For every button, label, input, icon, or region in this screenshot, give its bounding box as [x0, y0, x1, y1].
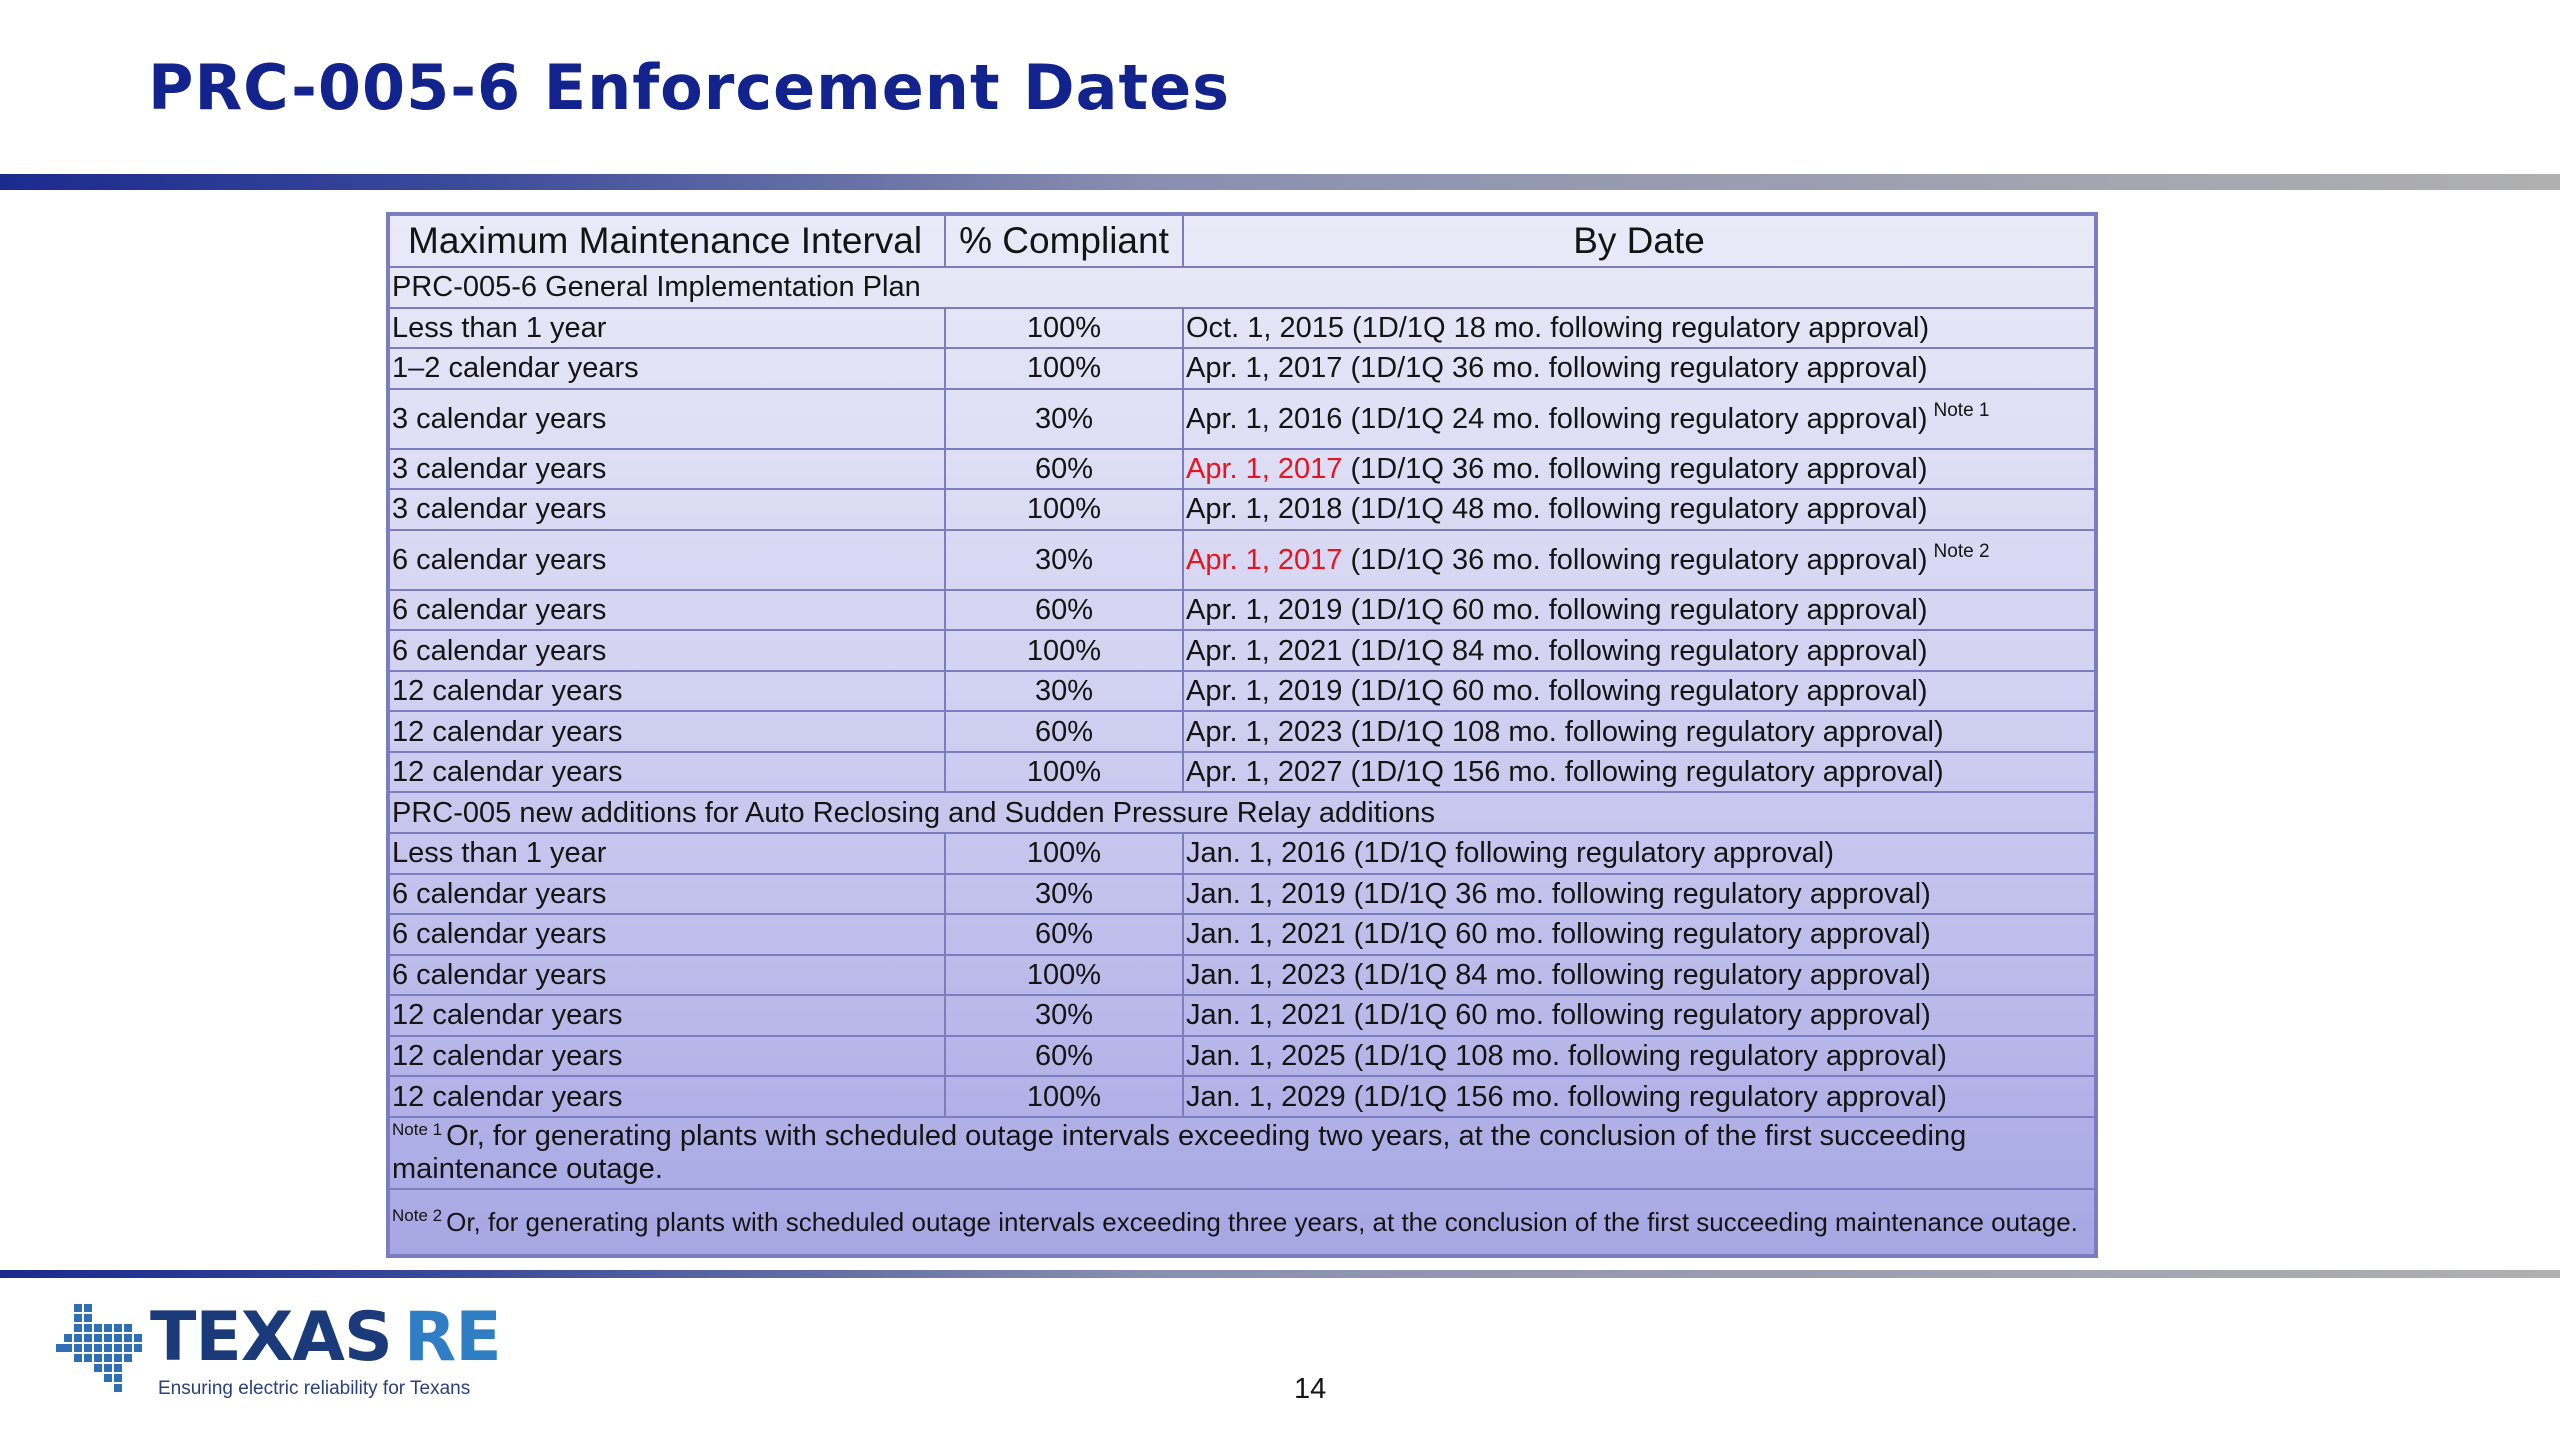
interval-cell: 6 calendar years: [389, 874, 945, 915]
date-cell: [1183, 389, 2095, 449]
date-cell: [1183, 914, 2095, 955]
interval-cell: 6 calendar years: [389, 530, 945, 590]
interval-cell: 6 calendar years: [389, 955, 945, 996]
date-text: Jan. 1, 2029 (1D/1Q 156 mo. following regulatory approval): [1186, 1080, 1947, 1113]
percent-cell: 60%: [945, 711, 1183, 752]
percent-cell: 100%: [945, 308, 1183, 349]
footnote-label: Note 1: [392, 1120, 443, 1139]
percent-cell: 30%: [945, 995, 1183, 1036]
interval-cell: Less than 1 year: [389, 308, 945, 349]
note-reference: Note 2: [1933, 540, 1990, 562]
table-row: [389, 348, 2095, 389]
texas-re-logo: [56, 1298, 516, 1418]
date-text: Jan. 1, 2016 (1D/1Q following regulatory approval): [1186, 837, 1835, 870]
interval-cell: Less than 1 year: [389, 833, 945, 874]
date-text: Apr. 1, 2023 (1D/1Q 108 mo. following regulatory approval): [1186, 715, 1944, 748]
date-cell: [1183, 308, 2095, 349]
interval-cell: 3 calendar years: [389, 389, 945, 449]
date-text: Apr. 1, 2027 (1D/1Q 156 mo. following regulatory approval): [1186, 756, 1944, 789]
footer-divider: [0, 1270, 2560, 1278]
interval-cell: 6 calendar years: [389, 590, 945, 631]
date-cell: [1183, 711, 2095, 752]
table-row: [389, 914, 2095, 955]
date-text: Oct. 1, 2015 (1D/1Q 18 mo. following regulatory approval): [1186, 311, 1930, 344]
interval-cell: 12 calendar years: [389, 1036, 945, 1077]
date-text: (1D/1Q 36 mo. following regulatory approval): [1342, 543, 1928, 576]
texas-map-icon: [56, 1302, 152, 1398]
table-row: [389, 995, 2095, 1036]
table-row: [389, 1076, 2095, 1117]
date-text: Apr. 1, 2018 (1D/1Q 48 mo. following regulatory approval): [1186, 493, 1928, 526]
interval-cell: 12 calendar years: [389, 995, 945, 1036]
date-text: Jan. 1, 2021 (1D/1Q 60 mo. following regulatory approval): [1186, 999, 1931, 1032]
table-row: [389, 874, 2095, 915]
date-text: Apr. 1, 2019 (1D/1Q 60 mo. following regulatory approval): [1186, 675, 1928, 708]
date-cell: [1183, 348, 2095, 389]
table-row: [389, 308, 2095, 349]
table-row: [389, 389, 2095, 449]
interval-cell: 3 calendar years: [389, 449, 945, 490]
date-cell: [1183, 995, 2095, 1036]
enforcement-table-container: [386, 212, 2098, 1258]
date-cell: [1183, 489, 2095, 530]
slide-title: PRC-005-6 Enforcement Dates: [148, 51, 1231, 124]
date-cell: [1183, 1076, 2095, 1117]
page-number: 14: [1294, 1373, 1327, 1405]
interval-cell: 1–2 calendar years: [389, 348, 945, 389]
percent-cell: 60%: [945, 590, 1183, 631]
percent-cell: 100%: [945, 630, 1183, 671]
percent-cell: 30%: [945, 671, 1183, 712]
date-text: Jan. 1, 2019 (1D/1Q 36 mo. following regulatory approval): [1186, 877, 1931, 910]
table-row: [389, 711, 2095, 752]
date-cell: [1183, 630, 2095, 671]
footnote-row: [389, 1117, 2095, 1189]
percent-cell: 100%: [945, 489, 1183, 530]
percent-cell: 60%: [945, 1036, 1183, 1077]
footnote-row: [389, 1189, 2095, 1255]
interval-cell: 12 calendar years: [389, 752, 945, 793]
date-text: Apr. 1, 2019 (1D/1Q 60 mo. following regulatory approval): [1186, 594, 1928, 626]
date-text: Apr. 1, 2021 (1D/1Q 84 mo. following regulatory approval): [1186, 634, 1928, 667]
table-header-row: [389, 215, 2095, 267]
section-row: [389, 792, 2095, 833]
table-row: [389, 590, 2095, 631]
table-row: [389, 752, 2095, 793]
logo-tagline: Ensuring electric reliability for Texans: [158, 1378, 471, 1399]
enforcement-table: [388, 214, 2096, 1256]
table-row: [389, 833, 2095, 874]
percent-cell: 30%: [945, 530, 1183, 590]
table-row: [389, 530, 2095, 590]
section-row: [389, 267, 2095, 308]
date-text: Apr. 1, 2016 (1D/1Q 24 mo. following regulatory approval): [1186, 402, 1928, 435]
header-divider: [0, 174, 2560, 190]
percent-cell: 100%: [945, 752, 1183, 793]
table-row: [389, 489, 2095, 530]
interval-cell: 12 calendar years: [389, 671, 945, 712]
date-text: (1D/1Q 36 mo. following regulatory approval): [1342, 452, 1928, 485]
date-cell: [1183, 530, 2095, 590]
section-title: PRC-005 new additions for Auto Reclosing and Sudden Pressure Relay additions: [389, 792, 2095, 833]
date-text: Jan. 1, 2025 (1D/1Q 108 mo. following regulatory approval): [1186, 1040, 1947, 1073]
logo-name-main: TEXAS: [150, 1298, 392, 1377]
table-row: [389, 630, 2095, 671]
interval-cell: 12 calendar years: [389, 1076, 945, 1117]
percent-cell: 100%: [945, 348, 1183, 389]
footnote-text: Or, for generating plants with scheduled outage intervals exceeding two years, at the conclusion of the first succeeding maintenance outage.: [392, 1120, 1967, 1185]
date-text: Apr. 1, 2017 (1D/1Q 36 mo. following regulatory approval): [1186, 352, 1928, 385]
percent-cell: 30%: [945, 874, 1183, 915]
date-cell: [1183, 590, 2095, 631]
table-row: [389, 955, 2095, 996]
column-header-date: By Date: [1183, 215, 2095, 267]
percent-cell: 60%: [945, 449, 1183, 490]
footnote-label: Note 2: [392, 1206, 443, 1225]
logo-name-suffix: RE: [403, 1298, 501, 1377]
date-cell: [1183, 1036, 2095, 1077]
interval-cell: 12 calendar years: [389, 711, 945, 752]
date-cell: [1183, 752, 2095, 793]
date-text: Jan. 1, 2021 (1D/1Q 60 mo. following regulatory approval): [1186, 918, 1931, 951]
percent-cell: 60%: [945, 914, 1183, 955]
table-row: [389, 449, 2095, 490]
note-reference: Note 1: [1933, 399, 1990, 421]
percent-cell: 30%: [945, 389, 1183, 449]
date-cell: [1183, 833, 2095, 874]
table-row: [389, 1036, 2095, 1077]
highlighted-date: Apr. 1, 2017: [1186, 543, 1343, 576]
percent-cell: 100%: [945, 833, 1183, 874]
date-cell: [1183, 874, 2095, 915]
column-header-interval: Maximum Maintenance Interval: [389, 215, 945, 267]
footnote-cell: [389, 1117, 2095, 1189]
date-text: Jan. 1, 2023 (1D/1Q 84 mo. following regulatory approval): [1186, 958, 1931, 991]
table-row: [389, 671, 2095, 712]
date-cell: [1183, 671, 2095, 712]
column-header-compliant: % Compliant: [945, 215, 1183, 267]
interval-cell: 6 calendar years: [389, 914, 945, 955]
footnote-text: Or, for generating plants with scheduled outage intervals exceeding three years, at the conclusion of the first succeeding maintenance outage.: [446, 1207, 2078, 1237]
date-cell: [1183, 449, 2095, 490]
interval-cell: 6 calendar years: [389, 630, 945, 671]
section-title: PRC-005-6 General Implementation Plan: [389, 267, 2095, 308]
percent-cell: 100%: [945, 955, 1183, 996]
percent-cell: 100%: [945, 1076, 1183, 1117]
interval-cell: 3 calendar years: [389, 489, 945, 530]
footnote-cell: [389, 1189, 2095, 1255]
date-cell: [1183, 955, 2095, 996]
highlighted-date: Apr. 1, 2017: [1186, 452, 1343, 485]
logo-wordmark: [150, 1298, 501, 1377]
